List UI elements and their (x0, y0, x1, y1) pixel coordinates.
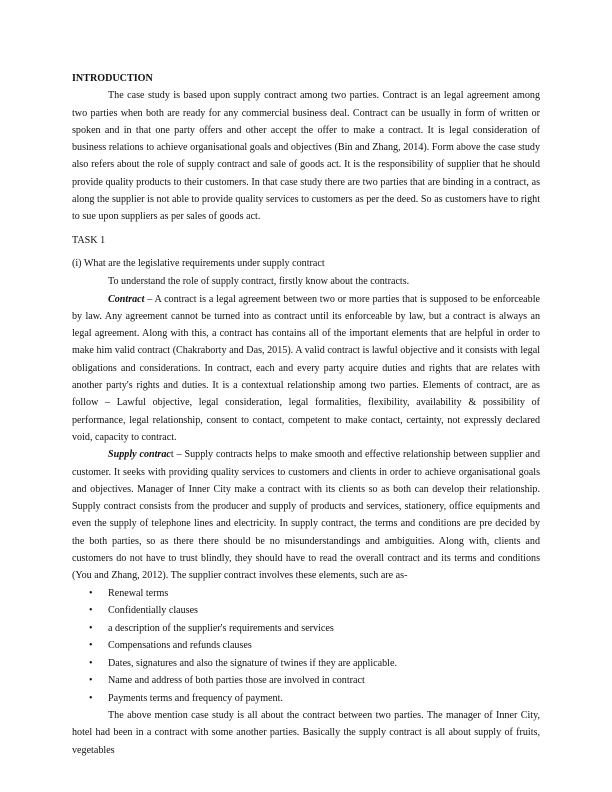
list-item: • Compensations and refunds clauses (72, 637, 540, 654)
list-item: • Renewal terms (72, 585, 540, 602)
contract-elements-list (72, 585, 540, 707)
supply-contract-definition: t – Supply contracts helps to make smooth and effective relationship between supplier and customer. It seeks with providing quality services to customers and clients in order to achieve organisational goals and objectives. Manager of Inner City make a contract with its clients so as both can develop their relationship. Supply contract consists from the producer and supply of products and services, stationery, office equipments and even the supply of telephone lines and electricity. In supply contract, the terms and conditions are pre decided by the both parties, so as there there should be no misunderstandings and ambiguities. Along with, clients and customers do not have to trust blindly, they should have to read the overall contract and its terms and conditions (You and Zhang, 2012). The supplier contract involves these elements, such are as- (72, 449, 541, 582)
bullet-icon: • (89, 605, 93, 617)
bullet-icon: • (89, 640, 93, 652)
introduction-heading: INTRODUCTION (72, 73, 153, 84)
bullet-icon: • (89, 622, 93, 634)
bullet-icon: • (89, 587, 93, 599)
supply-contract-term: Supply contrac (108, 449, 171, 461)
introduction-paragraph: The case study is based upon supply contract among two parties. Contract is an legal agreement among two parties when both are ready for any commercial business deal. Contract can be usually in form of written or spoken and in that one party offers and other accept the offer to make a contract. It is legal consideration of business relations to achieve organisational goals and objectives (Bin and Zhang, 2014). Form above the case study also refers about the role of supply contract and sale of goods act. It is the responsibility of supplier that he should provide quality products to their customers. In that case study there are two parties that are binding in a contract, as along the supplier is not able to provide quality services to customers as per the deed. So as customers have to right to sue upon suppliers as per sales of goods act. (72, 90, 540, 223)
document-page (72, 70, 540, 759)
list-item: • a description of the supplier's requirements and services (72, 620, 540, 637)
bullet-icon: • (89, 657, 93, 669)
bullet-icon: • (89, 692, 93, 704)
contracts-intro-line: To understand the role of supply contract, firstly know about the contracts. (108, 276, 410, 288)
question-1: (i) What are the legislative requirements under supply contract (72, 257, 325, 269)
closing-paragraph: The above mention case study is all about the contract between two parties. The manager of Inner City, hotel had been in a contract with some another parties. Basically the supply contract is all about supply of fruits, vegetables (72, 710, 540, 756)
contract-term: Contract (108, 293, 145, 305)
list-item: • Name and address of both parties those are involved in contract (72, 672, 540, 689)
list-item: • Payments terms and frequency of payment. (72, 690, 540, 707)
list-item: • Dates, signatures and also the signature of twines if they are applicable. (72, 655, 540, 672)
task-1-heading: TASK 1 (72, 234, 106, 246)
bullet-icon: • (89, 675, 93, 687)
list-item: • Confidentially clauses (72, 602, 540, 619)
contract-paragraph (72, 291, 540, 447)
contract-definition: – A contract is a legal agreement between two or more parties that is supposed to be enforceable by law. Any agreement cannot be turned into as contract until its enforceable by law, but a contract is always an legal agreement. Along with this, a contract has contains all of the important elements that are helpful in order to make him valid contract (Chakraborty and Das, 2015). A valid contract is lawful objective and it consists with legal obligations and considerations. In contract, each and every party acquire duties and rights that are relates with another party's rights and duties. It is a contextual relationship among two parties. Elements of contract, are as follow – Lawful objective, legal consideration, legal formalities, flexibility, availability & possibility of performance, legal relationship, consent to contact, competent to make contact, certainty, not expressly declared void, capacity to contract. (72, 293, 540, 443)
supply-contract-paragraph (72, 446, 540, 584)
